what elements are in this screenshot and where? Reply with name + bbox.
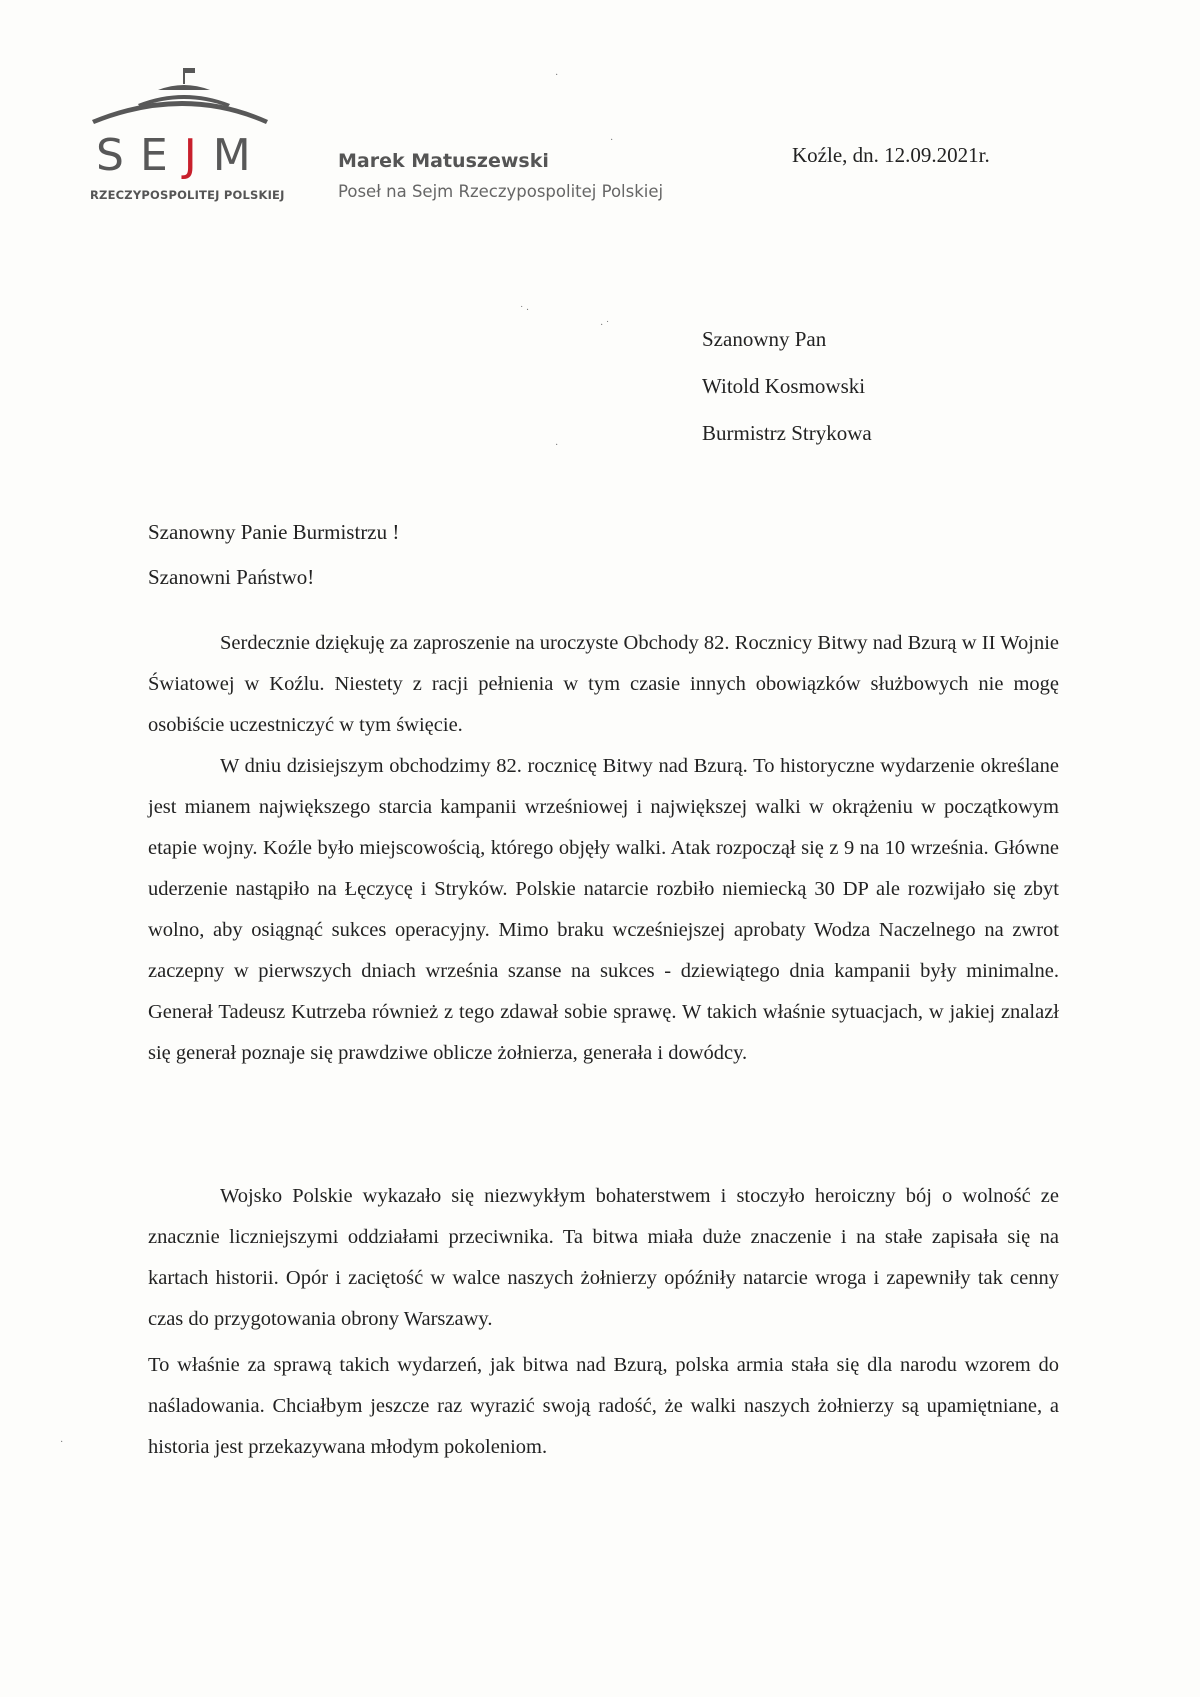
sejm-dome-icon	[88, 60, 273, 140]
logo-subtitle: RZECZYPOSPOLITEJ POLSKIEJ	[90, 188, 285, 202]
sender-name: Marek Matuszewski	[338, 150, 549, 172]
place-and-date: Koźle, dn. 12.09.2021r.	[792, 143, 990, 167]
salutation-line-2: Szanowni Państwo!	[148, 565, 315, 589]
scan-speck: · ˙	[600, 320, 610, 331]
scan-speck: ˙ ·	[520, 305, 530, 316]
logo-wordmark: SEJM	[96, 130, 267, 181]
scan-speck: ·	[555, 70, 559, 81]
recipient-name: Witold Kosmowski	[702, 374, 866, 398]
recipient-block	[702, 327, 872, 468]
salutation-block	[148, 520, 399, 610]
paragraph-2: W dniu dzisiejszym obchodzimy 82. rocznicę Bitwy nad Bzurą. To historyczne wydarzenie określane jest mianem największego starcia kampanii wrześniowej i największej walki w okrążeniu w początkowym etapie wojny. Koźle było miejscowością, którego objęły walki. Atak rozpoczął się z 9 na 10 września. Główne uderzenie nastąpiło na Łęczycę i Stryków. Polskie natarcie rozbiło niemiecką 30 DP ale rozwijało się zbyt wolno, aby osiągnąć sukces operacyjny. Mimo braku wcześniejszej aprobaty Wodza Naczelnego na zwrot zaczepny w pierwszych dniach września szanse na sukces - dziewiątego dnia kampanii były minimalne. Generał Tadeusz Kutrzeba również z tego zdawał sobie sprawę. W takich właśnie sytuacjach, w jakiej znalazł się generał poznaje się prawdziwe oblicze żołnierza, generała i dowódcy.	[148, 755, 1059, 1064]
sejm-logo	[88, 60, 285, 210]
scan-speck: ·	[60, 1437, 64, 1448]
sender-title: Poseł na Sejm Rzeczypospolitej Polskiej	[338, 182, 664, 201]
scan-speck: ·	[555, 440, 559, 451]
paragraph-3: Wojsko Polskie wykazało się niezwykłym bohaterstwem i stoczyło heroiczny bój o wolność ze znacznie liczniejszymi oddziałami przeciwnika. Ta bitwa miała duże znaczenie i na stałe zapisała się na kartach historii. Opór i zaciętość w walce naszych żołnierzy opóźniły natarcie wroga i zapewniły tak cenny czas do przygotowania obrony Warszawy.	[148, 1185, 1059, 1330]
salutation-line-1: Szanowny Panie Burmistrzu !	[148, 520, 400, 544]
paragraph-1: Serdecznie dziękuję za zaproszenie na uroczyste Obchody 82. Rocznicy Bitwy nad Bzurą w II Wojnie Światowej w Koźlu. Niestety z racji pełnienia w tym czasie innych obowiązków służbowych nie mogę osobiście uczestniczyć w tym święcie.	[148, 632, 1059, 736]
recipient-position: Burmistrz Strykowa	[702, 421, 872, 445]
recipient-salutation: Szanowny Pan	[702, 327, 827, 351]
paragraph-4: To właśnie za sprawą takich wydarzeń, jak bitwa nad Bzurą, polska armia stała się dla narodu wzorem do naśladowania. Chciałbym jeszcze raz wyrazić swoją radość, że walki naszych żołnierzy są upamiętniane, a historia jest przekazywana młodym pokoleniom.	[148, 1354, 1059, 1458]
scan-speck: ·	[610, 135, 614, 146]
